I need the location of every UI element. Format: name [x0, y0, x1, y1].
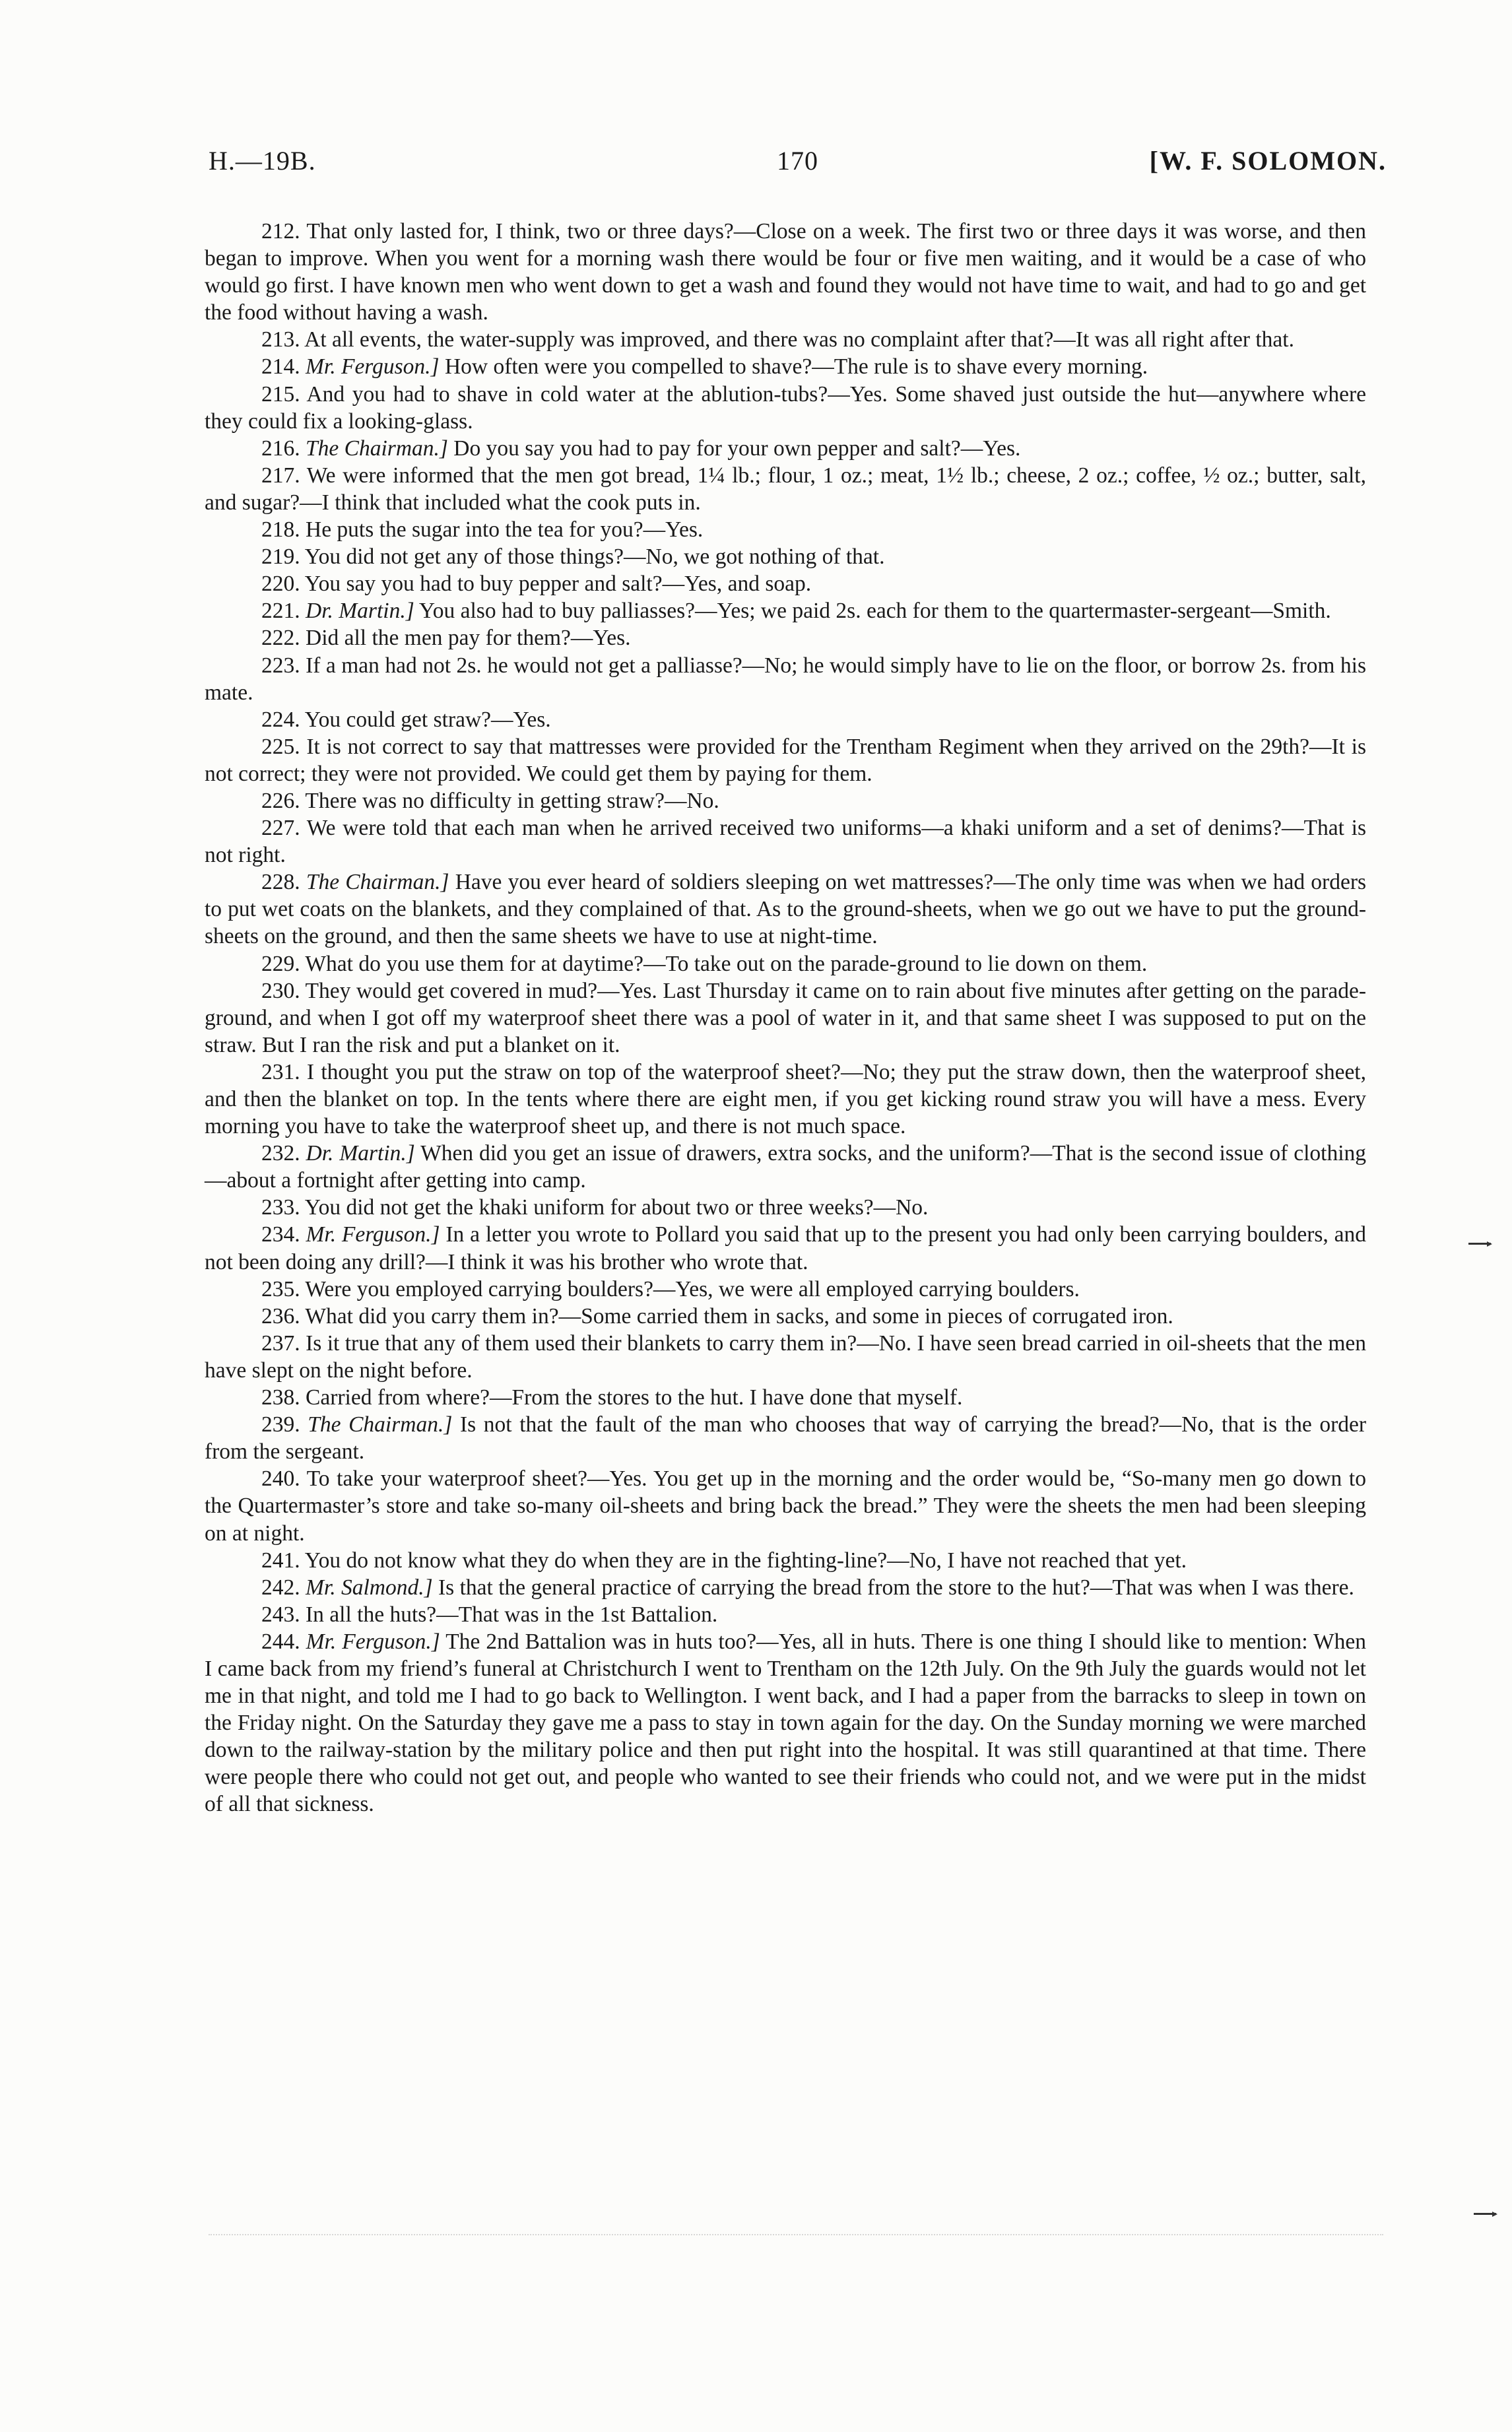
question-number: 237.	[261, 1331, 300, 1356]
question-number: 216.	[261, 436, 300, 461]
speaker-name: The Chairman.]	[306, 436, 448, 461]
question-answer-text: I thought you put the straw on top of the waterproof sheet?—No; they put the straw down, then the waterproof sheet, and then the blanket on top. In the tents where there are eight men, if you get kicking round straw you will have a mess. Every morning you have to take the waterproof sheet up, and there is not much space.	[205, 1059, 1366, 1139]
question-answer-text: The 2nd Battalion was in huts too?—Yes, all in huts. There is one thing I should like to mention: When I came back from my friend’s funeral at Christchurch I went to Trentham on the 12th July. On the 9th July the guards would not let me in that night, and told me I had to go back to Wellington. I went back, and I had a paper from the barracks to sleep in town on the Friday night. On the Saturday they gave me a pass to stay in town again for the day. On the Sunday morning we were marched down to the railway-station by the military police and then put right into the hospital. It was still quarantined at that time. There were people there who could not get out, and people who wanted to see their friends who could not, and we were put in the midst of all that sickness.	[205, 1629, 1366, 1817]
question-number: 234.	[261, 1222, 300, 1247]
question-number: 232.	[261, 1141, 300, 1166]
question-answer-text: Did all the men pay for them?—Yes.	[306, 626, 631, 651]
testimony-body	[205, 218, 1366, 1818]
report-reference: H.—19B.	[209, 146, 316, 176]
question-paragraph	[205, 624, 1366, 651]
question-answer-text: At all events, the water-supply was improved, and there was no complaint after that?—It was all right after that.	[304, 327, 1294, 352]
question-answer-text: You also had to buy palliasses?—Yes; we paid 2s. each for them to the quartermaster-sergeant—Smith.	[418, 599, 1331, 624]
question-paragraph	[205, 516, 1366, 543]
speaker-name: Dr. Martin.]	[306, 1141, 415, 1166]
question-answer-text: Do you say you had to pay for your own pepper and salt?—Yes.	[453, 436, 1021, 461]
question-number: 213.	[261, 327, 300, 352]
question-paragraph	[205, 326, 1366, 353]
question-paragraph	[205, 1628, 1366, 1818]
question-number: 236.	[261, 1303, 300, 1329]
question-number: 227.	[261, 816, 300, 841]
question-answer-text: It is not correct to say that mattresses were provided for the Trentham Regiment when they arrived on the 29th?—It is not correct; they were not provided. We could get them by paying for them.	[205, 734, 1367, 786]
question-paragraph	[205, 1601, 1366, 1628]
question-answer-text: Is that the general practice of carrying the bread from the store to the hut?—That was when I was there.	[438, 1575, 1354, 1600]
question-answer-text: You did not get any of those things?—No, we got nothing of that.	[304, 544, 885, 570]
speaker-name: Mr. Ferguson.]	[306, 354, 440, 379]
margin-arrow-mark	[1474, 2213, 1496, 2215]
question-number: 212.	[261, 219, 300, 244]
page-number: 170	[777, 146, 818, 176]
scan-artifact-line	[209, 2234, 1383, 2242]
speaker-name: Dr. Martin.]	[306, 599, 414, 624]
question-answer-text: Have you ever heard of soldiers sleeping on wet mattresses?—The only time was when we had orders to put wet coats on the blankets, and they complained of that. As to the ground-sheets, when we go out we have to put the ground-sheets on the ground, and then the same sheets we have to use at night-time.	[205, 870, 1367, 949]
question-answer-text: What did you carry them in?—Some carried them in sacks, and some in pieces of corrugated iron.	[305, 1303, 1173, 1329]
question-paragraph	[205, 543, 1366, 570]
witness-name: [W. F. SOLOMON.	[1149, 146, 1387, 176]
question-number: 220.	[261, 572, 300, 597]
speaker-name: Mr. Ferguson.]	[306, 1222, 440, 1247]
question-answer-text: That only lasted for, I think, two or three days?—Close on a week. The first two or three days it was worse, and then began to improve. When you went for a morning wash there would be four or five men waiting, and it would be a case of who would go first. I have known men who went down to get a wash and found they would not have time to wait, and had to go and get the food without having a wash.	[205, 219, 1367, 325]
question-paragraph	[205, 1059, 1366, 1140]
speaker-name: Mr. Salmond.]	[306, 1575, 433, 1600]
question-answer-text: You did not get the khaki uniform for about two or three weeks?—No.	[304, 1195, 929, 1220]
question-number: 229.	[261, 951, 300, 976]
question-number: 225.	[261, 734, 300, 759]
question-paragraph	[205, 381, 1366, 435]
question-answer-text: You do not know what they do when they are in the fighting-line?—No, I have not reached that yet.	[304, 1548, 1187, 1573]
question-answer-text: We were informed that the men got bread, 1¼ lb.; flour, 1 oz.; meat, 1½ lb.; cheese, 2 oz.; coffee, ½ oz.; butter, salt, and sugar?—I think that included what the cook puts in.	[205, 463, 1366, 515]
question-paragraph	[205, 1547, 1366, 1574]
question-paragraph	[205, 1330, 1366, 1384]
question-answer-text: How often were you compelled to shave?—The rule is to shave every morning.	[444, 354, 1148, 379]
question-paragraph	[205, 353, 1366, 380]
question-number: 233.	[261, 1195, 300, 1220]
question-paragraph	[205, 1574, 1366, 1601]
question-paragraph	[205, 1465, 1366, 1546]
speaker-name: The Chairman.]	[306, 870, 449, 895]
question-number: 214.	[261, 354, 300, 379]
question-answer-text: Is not that the fault of the man who chooses that way of carrying the bread?—No, that is the order from the sergeant.	[205, 1412, 1367, 1464]
margin-arrow-mark	[1468, 1243, 1491, 1245]
question-paragraph	[205, 597, 1366, 624]
question-number: 224.	[261, 707, 300, 732]
question-answer-text: You could get straw?—Yes.	[304, 707, 551, 732]
question-number: 244.	[261, 1629, 300, 1654]
question-answer-text: In all the huts?—That was in the 1st Battalion.	[306, 1602, 718, 1627]
question-number: 239.	[261, 1412, 300, 1437]
question-number: 226.	[261, 788, 300, 813]
question-answer-text: We were told that each man when he arrived received two uniforms—a khaki uniform and a set of denims?—That is not right.	[205, 816, 1366, 868]
question-answer-text: And you had to shave in cold water at the ablution-tubs?—Yes. Some shaved just outside the hut—anywhere where they could fix a looking-glass.	[205, 381, 1366, 434]
question-answer-text: Carried from where?—From the stores to the hut. I have done that myself.	[306, 1385, 963, 1410]
question-number: 222.	[261, 626, 300, 651]
question-number: 221.	[261, 599, 300, 624]
question-number: 231.	[261, 1059, 300, 1084]
question-number: 241.	[261, 1548, 300, 1573]
question-paragraph	[205, 1303, 1366, 1330]
question-number: 230.	[261, 978, 300, 1003]
question-answer-text: He puts the sugar into the tea for you?—Yes.	[306, 517, 704, 542]
speaker-name: Mr. Ferguson.]	[306, 1629, 440, 1654]
question-paragraph	[205, 1221, 1366, 1275]
question-paragraph	[205, 814, 1366, 869]
question-answer-text: Were you employed carrying boulders?—Yes, we were all employed carrying boulders.	[305, 1276, 1080, 1301]
question-answer-text: In a letter you wrote to Pollard you said that up to the present you had only been carrying boulders, and not been doing any drill?—I think it was his brother who wrote that.	[205, 1222, 1367, 1274]
question-paragraph	[205, 977, 1366, 1059]
question-answer-text: What do you use them for at daytime?—To take out on the parade-ground to lie down on them.	[305, 951, 1148, 976]
question-paragraph	[205, 1276, 1366, 1303]
question-paragraph	[205, 1384, 1366, 1411]
speaker-name: The Chairman.]	[308, 1412, 453, 1437]
question-number: 217.	[261, 463, 300, 488]
question-paragraph	[205, 787, 1366, 814]
page-header	[209, 145, 1387, 191]
question-paragraph	[205, 733, 1366, 787]
question-paragraph	[205, 435, 1366, 462]
question-answer-text: To take your waterproof sheet?—Yes. You get up in the morning and the order would be, “So-many men go down to the Quartermaster’s store and take so-many oil-sheets and bring back the bread.” They were the sheets the men had been sleeping on at night.	[205, 1466, 1366, 1546]
question-number: 219.	[261, 544, 300, 570]
question-number: 242.	[261, 1575, 300, 1600]
question-paragraph	[205, 950, 1366, 977]
question-paragraph	[205, 570, 1366, 597]
question-answer-text: They would get covered in mud?—Yes. Last Thursday it came on to rain about five minutes after getting on the parade-ground, and when I got off my waterproof sheet there was a pool of water in it, and that same sheet I was supposed to put on the straw. But I ran the risk and put a blanket on it.	[205, 978, 1366, 1057]
question-answer-text: When did you get an issue of drawers, extra socks, and the uniform?—That is the second issue of clothing—about a fortnight after getting into camp.	[205, 1141, 1366, 1193]
question-paragraph	[205, 462, 1366, 516]
question-paragraph	[205, 652, 1366, 706]
question-paragraph	[205, 1140, 1366, 1194]
question-paragraph	[205, 1194, 1366, 1221]
question-answer-text: Is it true that any of them used their blankets to carry them in?—No. I have seen bread carried in oil-sheets that the men have slept on the night before.	[205, 1331, 1366, 1383]
question-paragraph	[205, 218, 1366, 326]
question-number: 243.	[261, 1602, 300, 1627]
question-number: 235.	[261, 1276, 300, 1301]
question-number: 228.	[261, 870, 300, 895]
question-answer-text: You say you had to buy pepper and salt?—Yes, and soap.	[304, 572, 812, 597]
question-answer-text: If a man had not 2s. he would not get a palliasse?—No; he would simply have to lie on the floor, or borrow 2s. from his mate.	[205, 653, 1367, 705]
question-number: 218.	[261, 517, 300, 542]
question-number: 238.	[261, 1385, 300, 1410]
question-answer-text: There was no difficulty in getting straw?—No.	[305, 788, 719, 813]
question-paragraph	[205, 706, 1366, 733]
question-number: 240.	[261, 1466, 300, 1492]
question-paragraph	[205, 869, 1366, 950]
question-paragraph	[205, 1411, 1366, 1465]
question-number: 223.	[261, 653, 300, 678]
question-number: 215.	[261, 381, 300, 407]
